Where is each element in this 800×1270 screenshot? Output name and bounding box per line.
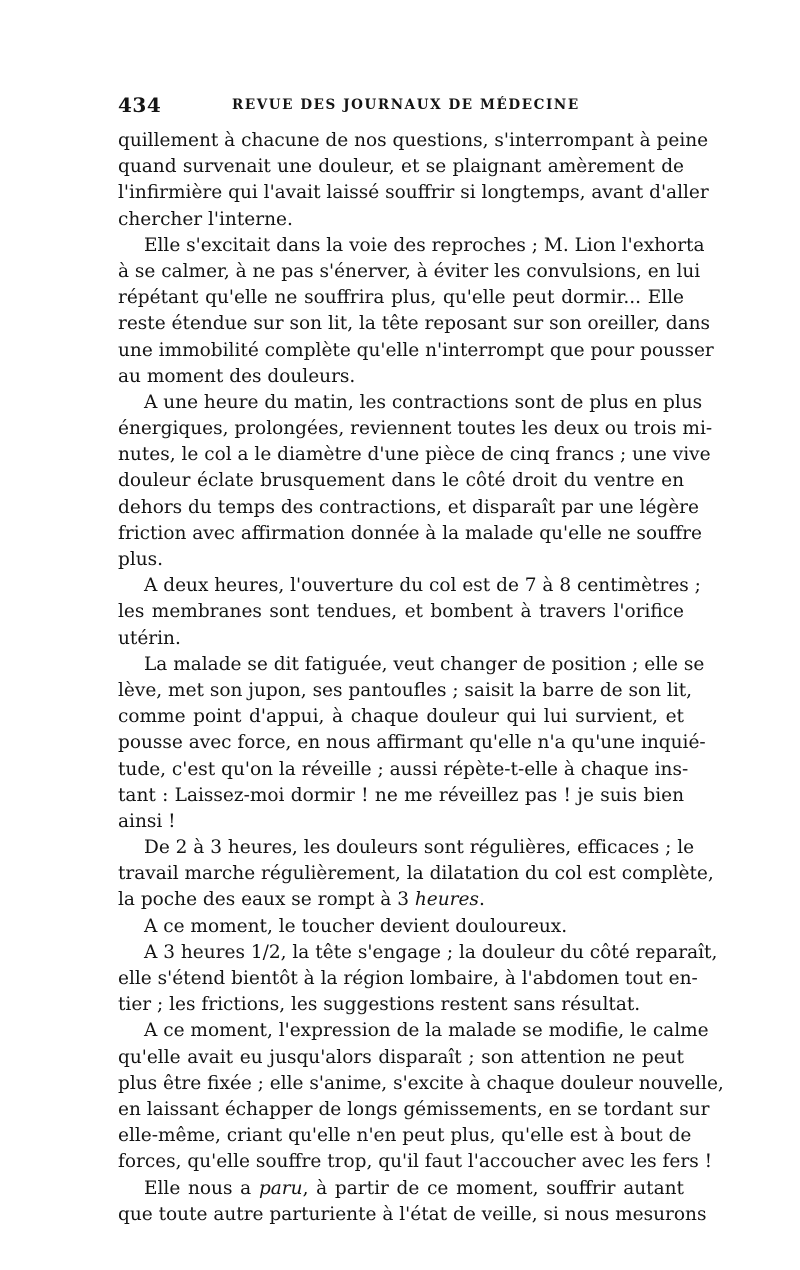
line-text-after: .: [478, 889, 485, 911]
text-line: [118, 887, 684, 913]
text-line: dehors du temps des contractions, et disparaît par une légère: [118, 496, 699, 518]
paragraph-start-line: A ce moment, le toucher devient douloureux.: [144, 915, 568, 937]
journal-title: REVUE DES JOURNAUX DE MÉDECINE: [232, 97, 580, 113]
text-line: l'infirmière qui l'avait laissé souffrir si longtemps, avant d'aller: [118, 182, 709, 204]
paragraph-start-line: [118, 1176, 684, 1202]
text-line: chercher l'interne.: [118, 208, 293, 230]
text-line: comme point d'appui, à chaque douleur qui lui survient, et: [118, 706, 684, 728]
text-line: plus être fixée ; elle s'anime, s'excite à chaque douleur nouvelle,: [118, 1072, 724, 1094]
paragraph-start-line: Elle s'excitait dans la voie des reproches ; M. Lion l'exhorta: [144, 234, 705, 256]
body-text: [118, 128, 724, 1228]
text-line: elle s'étend bientôt à la région lombaire, à l'abdomen tout en-: [118, 968, 698, 989]
running-head: [118, 93, 684, 117]
paragraph-start-line: A ce moment, l'expression de la malade se modifie, le calme: [144, 1020, 709, 1042]
line-text: Elle nous a: [144, 1177, 259, 1199]
paragraph-start-line: A deux heures, l'ouverture du col est de 7 à 8 centimètres ;: [144, 575, 701, 597]
line-text: la poche des eaux se rompt à 3: [118, 889, 415, 911]
text-line: reste étendue sur son lit, la tête reposant sur son oreiller, dans: [118, 313, 711, 335]
text-line: douleur éclate brusquement dans le côté droit du ventre en: [118, 470, 684, 492]
text-line: quillement à chacune de nos questions, s'interrompant à peine: [118, 130, 709, 151]
text-line: utérin.: [118, 627, 181, 649]
text-line: lève, met son jupon, ses pantoufles ; saisit la barre de son lit,: [118, 679, 693, 701]
page-number: 434: [118, 93, 162, 117]
paragraph-start-line: A 3 heures 1/2, la tête s'engage ; la douleur du côté reparaît,: [144, 941, 718, 963]
italic-word: heures: [414, 889, 479, 911]
text-line: forces, qu'elle souffre trop, qu'il faut l'accoucher avec les fers !: [118, 1151, 713, 1173]
paragraph-start-line: De 2 à 3 heures, les douleurs sont régulières, efficaces ; le: [144, 837, 695, 859]
text-line: en laissant échapper de longs gémissements, en se tordant sur: [118, 1098, 710, 1120]
text-line: tier ; les frictions, les suggestions restent sans résultat.: [118, 994, 641, 1016]
text-line: à se calmer, à ne pas s'énerver, à éviter les convulsions, en lui: [118, 260, 701, 282]
text-line: ainsi !: [118, 810, 176, 832]
text-line: friction avec affirmation donnée à la malade qu'elle ne souffre: [118, 522, 702, 544]
line-text-after: , à partir de ce moment, souffrir autant: [302, 1177, 684, 1199]
text-line: tude, c'est qu'on la réveille ; aussi répète-t-elle à chaque ins-: [118, 758, 689, 780]
text-line: les membranes sont tendues, et bombent à travers l'orifice: [118, 601, 684, 623]
text-line: pousse avec force, en nous affirmant qu'elle n'a qu'une inquié-: [118, 732, 706, 754]
text-line: plus.: [118, 549, 164, 570]
text-line: énergiques, prolongées, reviennent toutes les deux ou trois mi-: [118, 418, 713, 440]
text-line: nutes, le col a le diamètre d'une pièce de cinq francs ; une vive: [118, 444, 711, 466]
text-line: tant : Laissez-moi dormir ! ne me réveillez pas ! je suis bien: [118, 784, 684, 806]
text-line: au moment des douleurs.: [118, 365, 356, 387]
text-line: travail marche régulièrement, la dilatation du col est complète,: [118, 863, 714, 885]
text-line: une immobilité complète qu'elle n'interrompt que pour pousser: [118, 339, 714, 361]
text-line: elle-même, criant qu'elle n'en peut plus, qu'elle est à bout de: [118, 1125, 692, 1147]
paragraph-start-line: La malade se dit fatiguée, veut changer de position ; elle se: [144, 653, 705, 675]
text-line: quand survenait une douleur, et se plaignant amèrement de: [118, 156, 684, 178]
text-line: que toute autre parturiente à l'état de veille, si nous mesurons: [118, 1203, 707, 1225]
paragraph-start-line: A une heure du matin, les contractions sont de plus en plus: [144, 391, 703, 413]
text-line: qu'elle avait eu jusqu'alors disparaît ; son attention ne peut: [118, 1046, 684, 1068]
italic-word: paru: [258, 1177, 303, 1199]
text-line: répétant qu'elle ne souffrira plus, qu'elle peut dormir... Elle: [118, 287, 684, 309]
